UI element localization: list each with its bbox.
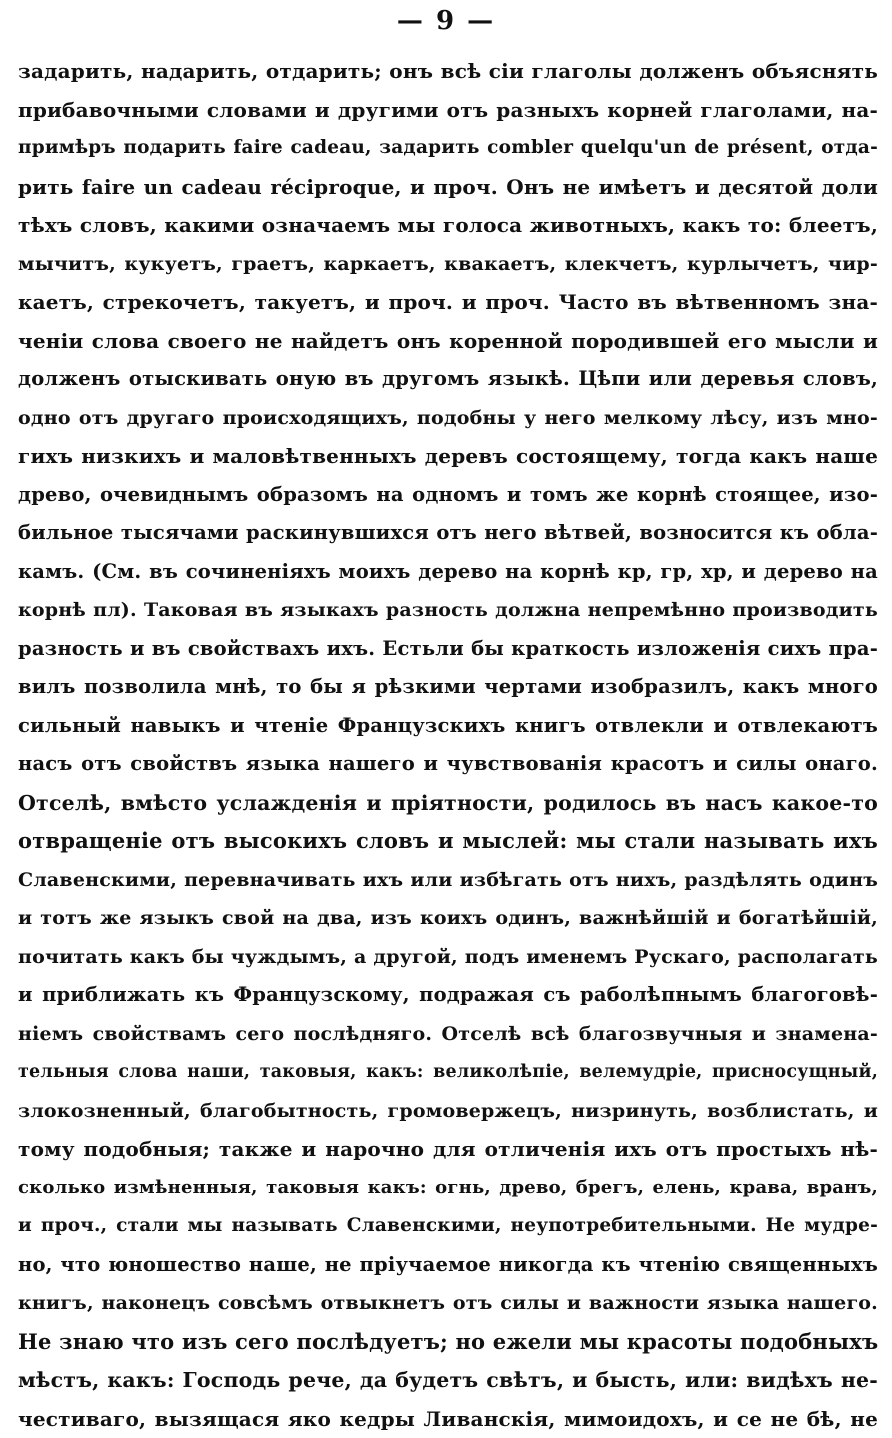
text-line: почитать какъ бы чуждымъ, а другой, подъ именемъ Рускаго, располагать: [18, 938, 878, 977]
text-line: Отселѣ, вмѣсто услажденія и пріятности, родилось въ насъ какое-то: [18, 784, 878, 823]
page-number: — 9 —: [0, 6, 892, 36]
text-line: мѣстъ, какъ: Господь рече, да будетъ свѣтъ, и бысть, или: видѣхъ не-: [18, 1361, 878, 1400]
text-line: древо, очевиднымъ образомъ на одномъ и томъ же корнѣ стоящее, изо-: [18, 476, 878, 515]
text-line: камъ. (См. въ сочиненіяхъ моихъ дерево на корнѣ кр, гр, хр, и дерево на: [18, 553, 878, 592]
text-line: тѣхъ словъ, какими означаемъ мы голоса животныхъ, какъ то: блеетъ,: [18, 206, 878, 245]
text-line: злокозненный, благобытность, громовержецъ, низринуть, возблистать, и: [18, 1092, 878, 1131]
text-line: тельныя слова наши, таковыя, какъ: великолѣпіе, велемудріе, присносущный,: [18, 1053, 878, 1092]
text-line: насъ отъ свойствъ языка нашего и чувствованія красотъ и силы онаго.: [18, 745, 878, 784]
text-line: сколько измѣненныя, таковыя какъ: огнь, древо, брегъ, елень, крава, вранъ,: [18, 1169, 878, 1208]
text-line: отвращеніе отъ высокихъ словъ и мыслей: мы стали называть ихъ: [18, 822, 878, 861]
text-line: корнѣ пл). Таковая въ языкахъ разность должна непремѣнно производить: [18, 591, 878, 630]
text-line: каетъ, стрекочетъ, такуетъ, и проч. и проч. Часто въ вѣтвенномъ зна-: [18, 283, 878, 322]
text-line: и приближать къ Французскому, подражая съ раболѣпнымъ благоговѣ-: [18, 976, 878, 1015]
text-line: но, что юношество наше, не пріучаемое никогда къ чтенію священныхъ: [18, 1246, 878, 1285]
text-line: гихъ низкихъ и маловѣтвенныхъ деревъ состоящему, тогда какъ наше: [18, 437, 878, 476]
text-line: Не знаю что изъ сего послѣдуетъ; но ежели мы красоты подобныхъ: [18, 1323, 878, 1362]
text-line: одно отъ другаго происходящихъ, подобны у него мелкому лѣсу, изъ мно-: [18, 399, 878, 438]
text-line: разность и въ свойствахъ ихъ. Естьли бы краткость изложенія сихъ пра-: [18, 630, 878, 669]
body-text: [18, 52, 878, 1438]
text-line: примѣръ подарить faire cadeau, задарить combler quelqu'un de présent, отда-: [18, 129, 878, 168]
text-line: и проч., стали мы называть Славенскими, неупотребительными. Не мудре-: [18, 1207, 878, 1246]
text-line: Славенскими, перевначивать ихъ или избѣгать отъ нихъ, раздѣлять одинъ: [18, 861, 878, 900]
text-line: книгъ, наконецъ совсѣмъ отвыкнетъ отъ силы и важности языка нашего.: [18, 1284, 878, 1323]
text-line: задарить, надарить, отдарить; онъ всѣ сіи глаголы долженъ объяснять: [18, 52, 878, 91]
text-line: долженъ отыскивать оную въ другомъ языкѣ. Цѣпи или деревья словъ,: [18, 360, 878, 399]
text-line: и тотъ же языкъ свой на два, изъ коихъ одинъ, важнѣйшій и богатѣйшій,: [18, 899, 878, 938]
text-line: сильный навыкъ и чтеніе Французскихъ книгъ отвлекли и отвлекаютъ: [18, 707, 878, 746]
text-line: тому подобныя; также и нарочно для отличенія ихъ отъ простыхъ нѣ-: [18, 1130, 878, 1169]
text-line: вилъ позволила мнѣ, то бы я рѣзкими чертами изобразилъ, какъ много: [18, 668, 878, 707]
text-line: бильное тысячами раскинувшихся отъ него вѣтвей, возносится къ обла-: [18, 514, 878, 553]
text-line: ніемъ свойствамъ сего послѣдняго. Отселѣ всѣ благозвучныя и знамена-: [18, 1015, 878, 1054]
text-line: честиваго, вызящася яко кедры Ливанскія, мимоидохъ, и се не бѣ, не: [18, 1400, 878, 1438]
text-line: прибавочными словами и другими отъ разныхъ корней глаголами, на-: [18, 91, 878, 130]
text-line: рить faire un cadeau réciproque, и проч. Онъ не имѣетъ и десятой доли: [18, 168, 878, 207]
text-line: мычитъ, кукуетъ, граетъ, каркаетъ, квакаетъ, клекчетъ, курлычетъ, чир-: [18, 245, 878, 284]
text-line: ченіи слова своего не найдетъ онъ коренной породившей его мысли и: [18, 322, 878, 361]
